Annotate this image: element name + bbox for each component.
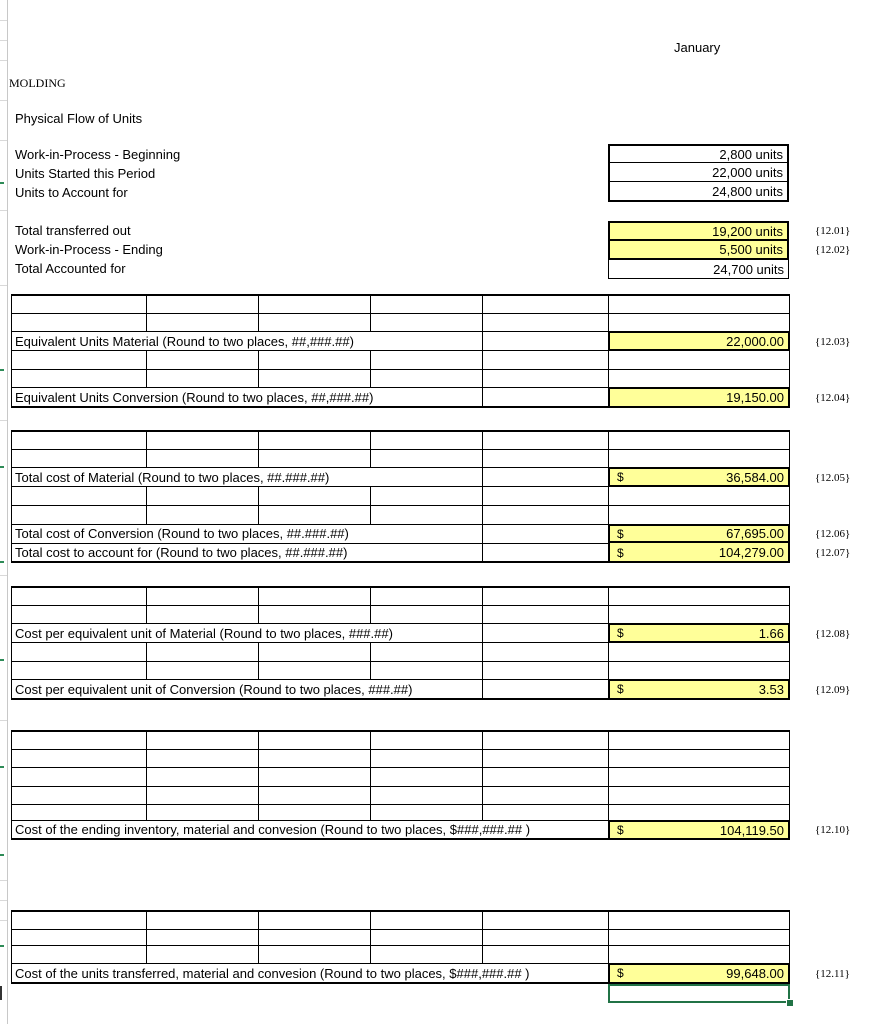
row-selection-marker — [0, 986, 2, 1000]
cost-per-unit-conversion-label: Cost per equivalent unit of Conversion (Round to two places, ###.##) — [15, 682, 413, 697]
row-gridline — [0, 720, 7, 721]
ref-12-04: {12.04} — [815, 392, 851, 404]
row-gridline — [0, 575, 7, 576]
row-gridline — [0, 920, 7, 921]
row-gridline — [0, 140, 7, 141]
wip-ending-label: Work-in-Process - Ending — [15, 242, 163, 257]
total-accounted-value[interactable]: 24,700 units — [608, 260, 789, 279]
row-selection-marker — [0, 766, 4, 768]
cost-per-unit-material-value[interactable]: 1.66 — [608, 623, 790, 643]
total-cost-conversion-value[interactable]: 67,695.00 — [608, 524, 790, 543]
total-cost-conversion-label: Total cost of Conversion (Round to two places, ##.###.##) — [15, 526, 349, 541]
equivalent-units-material-value[interactable]: 22,000.00 — [608, 331, 790, 351]
ending-inventory-label: Cost of the ending inventory, material and convesion (Round to two places, $###,###.## ) — [15, 822, 531, 837]
row-gridline — [0, 20, 7, 21]
equivalent-units-material-label: Equivalent Units Material (Round to two places, ##,###.##) — [15, 334, 354, 349]
row-selection-marker — [0, 659, 4, 661]
total-cost-to-account-label: Total cost to account for (Round to two places, ##.###.##) — [15, 545, 348, 560]
ref-12-02: {12.02} — [815, 244, 851, 256]
transferred-out-label: Total transferred out — [15, 223, 131, 238]
transferred-out-value[interactable]: 19,200 units — [608, 221, 789, 241]
row-selection-marker — [0, 561, 4, 563]
selected-cell[interactable] — [608, 984, 790, 1003]
row-gridline — [0, 60, 7, 61]
row-gridline — [0, 880, 7, 881]
units-to-account-value[interactable]: 24,800 units — [608, 182, 789, 202]
row-selection-marker — [0, 854, 4, 856]
currency-symbol: $ — [617, 823, 624, 837]
ref-12-06: {12.06} — [815, 528, 851, 540]
ending-inventory-value[interactable]: 104,119.50 — [608, 820, 790, 840]
currency-symbol: $ — [617, 682, 624, 696]
units-started-label: Units Started this Period — [15, 166, 156, 181]
row-gridline — [0, 40, 7, 41]
ref-12-01: {12.01} — [815, 225, 851, 237]
cost-per-unit-material-label: Cost per equivalent unit of Material (Round to two places, ###.##) — [15, 626, 393, 641]
selection-fill-handle[interactable] — [786, 999, 794, 1007]
cost-per-unit-conversion-value[interactable]: 3.53 — [608, 679, 790, 700]
ref-12-10: {12.10} — [815, 824, 851, 836]
currency-symbol: $ — [617, 470, 624, 484]
department-title: MOLDING — [9, 76, 66, 90]
section-title: Physical Flow of Units — [15, 111, 143, 126]
wip-beginning-label: Work-in-Process - Beginning — [15, 147, 181, 162]
row-gridline — [0, 900, 7, 901]
transferred-cost-label: Cost of the units transferred, material and convesion (Round to two places, $###,###.## ) — [15, 966, 530, 981]
month-header: January — [674, 40, 721, 55]
row-gridline — [0, 285, 7, 286]
wip-beginning-value[interactable]: 2,800 units — [608, 144, 789, 163]
total-cost-material-label: Total cost of Material (Round to two places, ##.###.##) — [15, 470, 330, 485]
wip-ending-value[interactable]: 5,500 units — [608, 241, 789, 260]
ref-12-08: {12.08} — [815, 628, 851, 640]
equivalent-units-conversion-label: Equivalent Units Conversion (Round to two places, ##,###.##) — [15, 390, 374, 405]
row-gridline — [0, 100, 7, 101]
units-started-value[interactable]: 22,000 units — [608, 163, 789, 182]
ref-12-03: {12.03} — [815, 336, 851, 348]
row-gridline — [0, 210, 7, 211]
units-to-account-label: Units to Account for — [15, 185, 128, 200]
currency-symbol: $ — [617, 626, 624, 640]
row-selection-marker — [0, 182, 4, 184]
total-cost-material-value[interactable]: 36,584.00 — [608, 467, 790, 487]
equivalent-units-conversion-value[interactable]: 19,150.00 — [608, 387, 790, 408]
row-selection-marker — [0, 945, 4, 947]
ref-12-05: {12.05} — [815, 472, 851, 484]
total-cost-to-account-value[interactable]: 104,279.00 — [608, 543, 790, 563]
currency-symbol: $ — [617, 546, 624, 560]
ref-12-09: {12.09} — [815, 684, 851, 696]
ref-12-07: {12.07} — [815, 547, 851, 559]
total-accounted-label: Total Accounted for — [15, 261, 126, 276]
row-selection-marker — [0, 369, 4, 371]
currency-symbol: $ — [617, 527, 624, 541]
row-selection-marker — [0, 466, 4, 468]
row-gridline — [0, 420, 7, 421]
ref-12-11: {12.11} — [815, 968, 850, 980]
currency-symbol: $ — [617, 966, 624, 980]
sheet-left-border — [7, 0, 8, 1024]
transferred-cost-value[interactable]: 99,648.00 — [608, 963, 790, 984]
